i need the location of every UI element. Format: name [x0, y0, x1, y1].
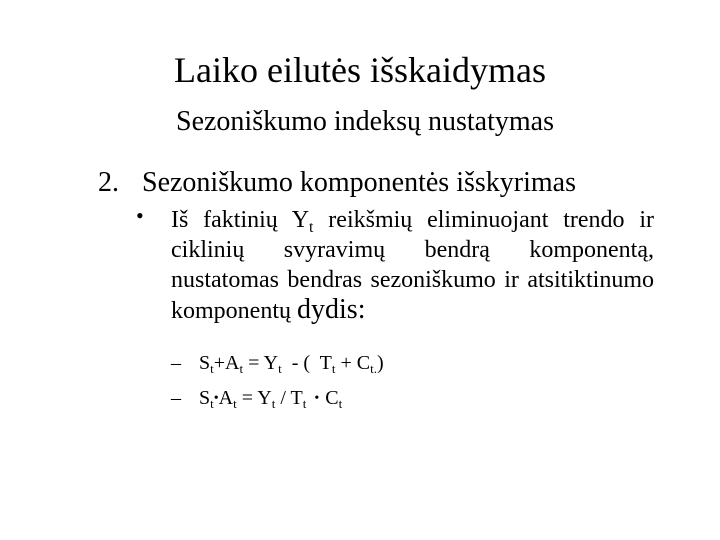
formula-term: C: [325, 387, 339, 409]
formula-term: - ( T: [281, 352, 332, 374]
formula-subscript: t: [210, 361, 214, 376]
paragraph-text-body: reikšmių eliminuojant trendo ir ciklinių svyravimų bendrą komponentą, nustatomas bendras sezoniškumo ir atsitiktinumo komponentų: [171, 207, 655, 324]
formula-term: ): [377, 352, 384, 374]
numbered-item: [98, 165, 576, 201]
slide-subtitle: Sezoniškumo indeksų nustatymas: [176, 106, 554, 137]
formula-subscript: t: [338, 396, 343, 411]
formula-term: S: [199, 352, 211, 374]
formula-subscript: t: [233, 396, 237, 411]
paragraph-text-start: Iš faktinių Y: [171, 207, 310, 233]
formula-multiplicative: [171, 385, 342, 412]
formula-term: A: [218, 387, 234, 409]
paragraph-colon: :: [357, 294, 366, 325]
formula-subscript: t: [271, 396, 276, 411]
formula-term: = Y: [243, 352, 279, 374]
dash-marker: –: [171, 387, 181, 409]
item-text: Sezoniškumo komponentės išskyrimas: [142, 167, 576, 198]
subscript-t: t: [309, 219, 314, 236]
formula-term: = Y: [236, 387, 272, 409]
formula-term: +A: [213, 352, 240, 374]
formula-term: + C: [335, 352, 371, 374]
dash-marker: –: [171, 352, 181, 374]
paragraph-emphasis: dydis: [297, 294, 358, 325]
formula-subscript: t.: [370, 361, 378, 376]
formula-term: / T: [275, 387, 303, 409]
bullet-paragraph: [171, 205, 654, 326]
formula-term: S: [199, 387, 211, 409]
item-number: 2.: [98, 167, 119, 198]
formula-subscript: t: [302, 396, 307, 411]
multiply-dot-icon: •: [314, 391, 320, 406]
formula-subscript: t: [278, 361, 282, 376]
formula-subscript: t: [331, 361, 336, 376]
formula-subscript: t: [239, 361, 244, 376]
slide-title: Laiko eilutės išskaidymas: [174, 50, 546, 90]
multiply-dot-icon: •: [213, 391, 219, 406]
formula-subscript: t: [210, 396, 214, 411]
formula-additive: [171, 350, 384, 376]
bullet-icon: •: [136, 203, 144, 228]
